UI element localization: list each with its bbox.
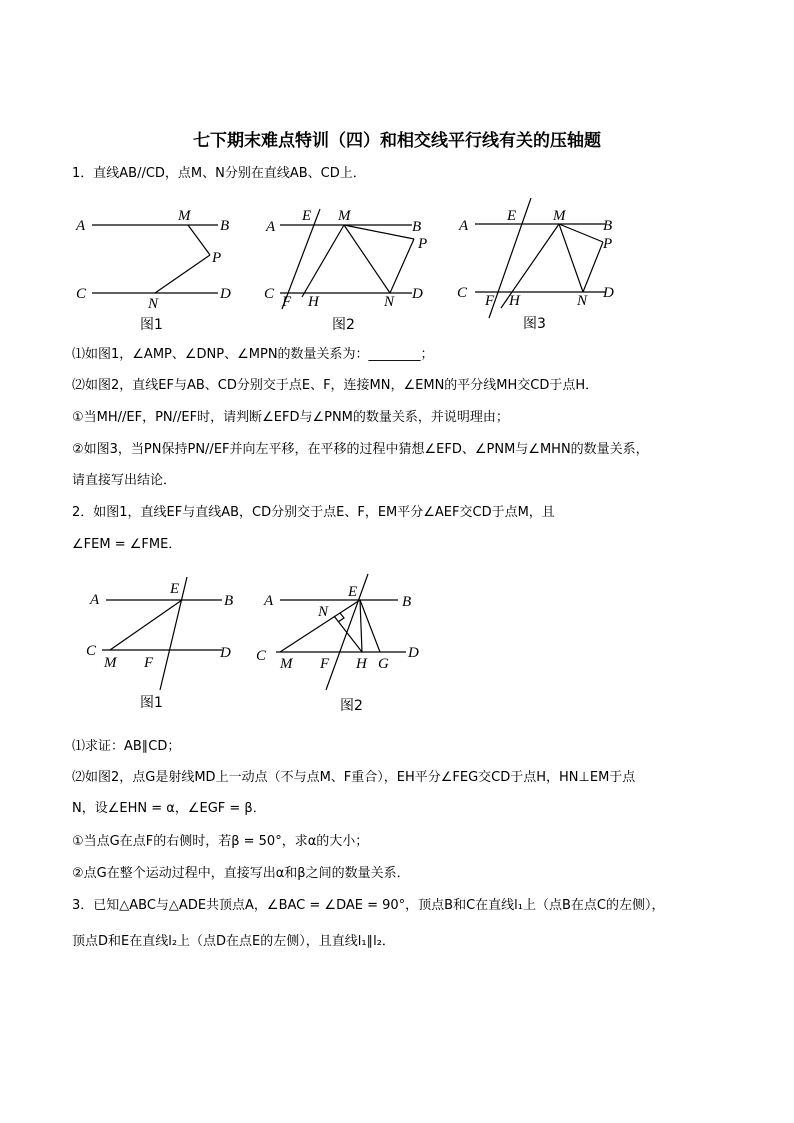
label-P: P: [603, 236, 613, 252]
label-D: D: [408, 645, 419, 661]
page-title: 七下期末难点特训（四）和相交线平行线有关的压轴题: [193, 131, 601, 151]
label-A: A: [264, 593, 274, 609]
q1-part2b: ②如图3，当PN保持PN//EF并向左平移，在平移的过程中猜想∠EFD、∠PNM与∠MHN的数量关系，: [72, 442, 649, 457]
q2-part2c: ①当点G在点F的右侧时，若β = 50°，求α的大小；: [72, 834, 369, 849]
q1-part2: ⑵如图2，直线EF与AB、CD分别交于点E、F，连接MN，∠EMN的平分线MH交CD于点H．: [72, 378, 599, 393]
figure-caption: 图2: [332, 317, 355, 333]
label-C: C: [264, 286, 275, 302]
label-M: M: [553, 208, 566, 224]
label-F: F: [320, 656, 330, 672]
label-N: N: [384, 294, 395, 310]
label-D: D: [603, 285, 614, 301]
label-H: H: [509, 293, 520, 309]
label-M: M: [178, 208, 191, 224]
label-M: M: [280, 656, 293, 672]
label-C: C: [457, 285, 468, 301]
label-G: G: [378, 656, 389, 672]
label-E: E: [507, 208, 517, 224]
label-C: C: [86, 643, 97, 659]
q3-stem: 3．已知△ABC与△ADE共顶点A，∠BAC = ∠DAE = 90°，顶点B和C在直线l₁上（点B在点C的左侧），: [72, 898, 665, 913]
label-N: N: [318, 604, 329, 620]
label-D: D: [220, 286, 231, 302]
label-H: H: [356, 656, 367, 672]
figure-caption: 图1: [140, 695, 163, 711]
q1-stem: 1．直线AB//CD，点M、N分别在直线AB、CD上．: [72, 166, 366, 181]
label-N: N: [577, 293, 588, 309]
figure-caption: 图1: [140, 317, 163, 333]
q1-part1: ⑴如图1，∠AMP、∠DNP、∠MPN的数量关系为：________；: [72, 347, 434, 362]
label-E: E: [170, 581, 180, 597]
label-P: P: [212, 250, 222, 266]
q2-figure-1: [82, 575, 242, 715]
q2-figure-2: [256, 572, 431, 717]
q2-part1: ⑴求证：AB∥CD；: [72, 739, 181, 754]
q2-part2d: ②点G在整个运动过程中，直接写出α和β之间的数量关系．: [72, 866, 410, 881]
label-A: A: [90, 592, 100, 608]
figure-caption: 图2: [340, 698, 363, 714]
label-A: A: [76, 218, 86, 234]
label-B: B: [220, 218, 230, 234]
label-P: P: [418, 236, 428, 252]
q1-part2b-cont: 请直接写出结论．: [72, 473, 177, 488]
q2-part2: ⑵如图2，点G是射线MD上一动点（不与点M、F重合），EH平分∠FEG交CD于点H，HN⊥EM于点: [72, 770, 636, 785]
figure-caption: 图3: [523, 316, 546, 332]
q1-part2a: ①当MH//EF，PN//EF时，请判断∠EFD与∠PNM的数量关系，并说明理由；: [72, 410, 509, 425]
q2-part2-cont: N，设∠EHN = α，∠EGF = β．: [72, 801, 266, 816]
label-M: M: [104, 655, 117, 671]
label-N: N: [148, 296, 159, 312]
label-F: F: [485, 293, 495, 309]
q2-stem: 2．如图1，直线EF与直线AB，CD分别交于点E、F，EM平分∠AEF交CD于点M，且: [72, 505, 555, 520]
label-E: E: [302, 208, 312, 224]
q1-figure-3: [455, 198, 630, 333]
label-D: D: [220, 645, 231, 661]
label-F: F: [144, 655, 154, 671]
q1-figure-1: [70, 205, 245, 335]
q2-stem-cont: ∠FEM = ∠FME．: [72, 537, 182, 552]
label-E: E: [348, 584, 358, 600]
label-M: M: [338, 208, 351, 224]
label-B: B: [224, 593, 234, 609]
q3-stem-cont: 顶点D和E在直线l₂上（点D在点E的左侧），且直线l₁∥l₂．: [72, 934, 395, 949]
q1-figure-2: [262, 205, 447, 335]
label-B: B: [603, 218, 613, 234]
label-H: H: [308, 294, 319, 310]
label-F: F: [282, 294, 292, 310]
label-A: A: [266, 219, 276, 235]
label-A: A: [459, 218, 469, 234]
label-B: B: [402, 594, 412, 610]
label-C: C: [256, 648, 267, 664]
label-D: D: [412, 286, 423, 302]
label-C: C: [76, 286, 87, 302]
label-B: B: [412, 219, 422, 235]
